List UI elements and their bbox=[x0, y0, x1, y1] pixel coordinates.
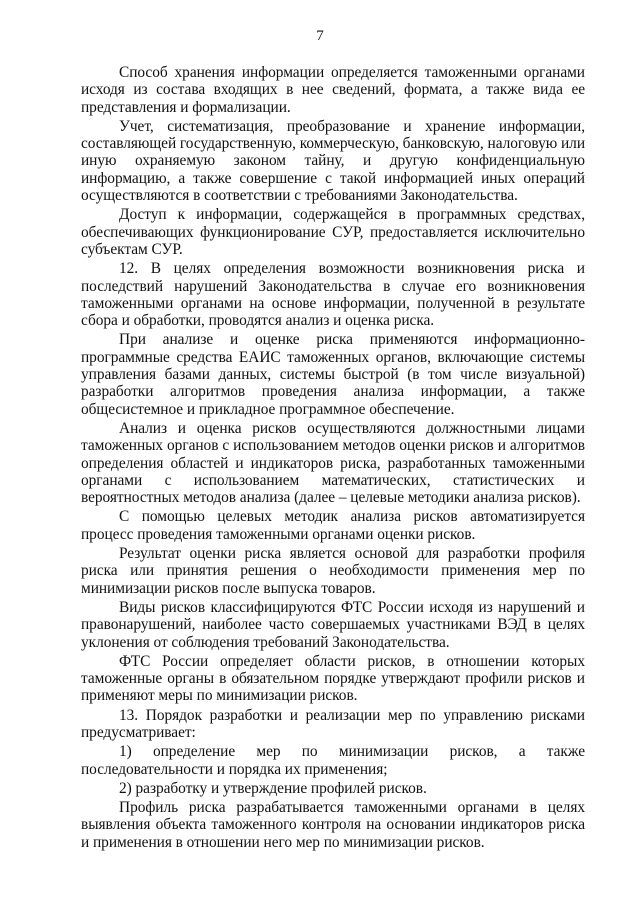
paragraph-storage-method: Способ хранения информации определяется таможенными органами исходя из состава входящих в нее сведений, формата, а также вида ее представления и формализации. bbox=[81, 64, 585, 116]
paragraph-risk-profile: Профиль риска разрабатывается таможенными органами в целях выявления объекта таможенного контроля на основании индикаторов риска и применения в отношении него мер по минимизации рисков. bbox=[81, 799, 585, 851]
paragraph-software-tools: При анализе и оценке риска применяются информационно-программные средства ЕАИС таможенных органов, включающие системы управления базами данных, системы быстрой (в том числе визуальной) разработки алгоритмов проведения анализа информации, а также общесистемное и прикладное программное обеспечение. bbox=[81, 331, 585, 418]
paragraph-risk-analysis: Анализ и оценка рисков осуществляются должностными лицами таможенных органов с использованием методов оценки рисков и алгоритмов определения областей и индикаторов риска, разработанных таможенными органами с использованием математических, статистических и вероятностных методов анализа (далее – целевые методики анализа рисков). bbox=[81, 419, 585, 507]
paragraph-risk-types: Виды рисков классифицируются ФТС России исходя из нарушений и правонарушений, наиболее часто совершаемых участниками ВЭД в целях уклонения от соблюдения требований Законодательства. bbox=[81, 598, 585, 651]
paragraph-item-13: 13. Порядок разработки и реализации мер по управлению рисками предусматривает: bbox=[81, 706, 585, 741]
paragraph-risk-areas: ФТС России определяет области рисков, в отношении которых таможенные органы в обязательном порядке утверждают профили рисков и применяют меры по минимизации рисков. bbox=[81, 652, 585, 705]
paragraph-access-info: Доступ к информации, содержащейся в программных средствах, обеспечивающих функционирование СУР, предоставляется исключительно субъектам СУР. bbox=[81, 206, 585, 258]
list-item-1: 1) определение мер по минимизации рисков, а также последовательности и порядка их применения; bbox=[81, 743, 585, 778]
page-number: 7 bbox=[316, 28, 324, 44]
paragraph-item-12: 12. В целях определения возможности возникновения риска и последствий нарушений Законодательства в случае его возникновения таможенными органами на основе информации, полученной в результате сбора и обработки, проводятся анализ и оценка риска. bbox=[81, 260, 585, 330]
document-body bbox=[81, 64, 585, 853]
list-item-2: 2) разработку и утверждение профилей рисков. bbox=[119, 779, 427, 797]
paragraph-target-methods: С помощью целевых методик анализа рисков автоматизируется процесс проведения таможенными органами оценки рисков. bbox=[81, 508, 585, 543]
paragraph-accounting-secrets: Учет, систематизация, преобразование и хранение информации, составляющей государственную, коммерческую, банковскую, налоговую или иную охраняемую законом тайну, и другую конфиденциальную информацию, а также совершение с такой информацией иных операций осуществляются в соответствии с требованиями Законодательства. bbox=[81, 117, 586, 205]
paragraph-risk-result: Результат оценки риска является основой для разработки профиля риска или принятия решения о необходимости применения мер по минимизации рисков после выпуска товаров. bbox=[81, 545, 585, 597]
